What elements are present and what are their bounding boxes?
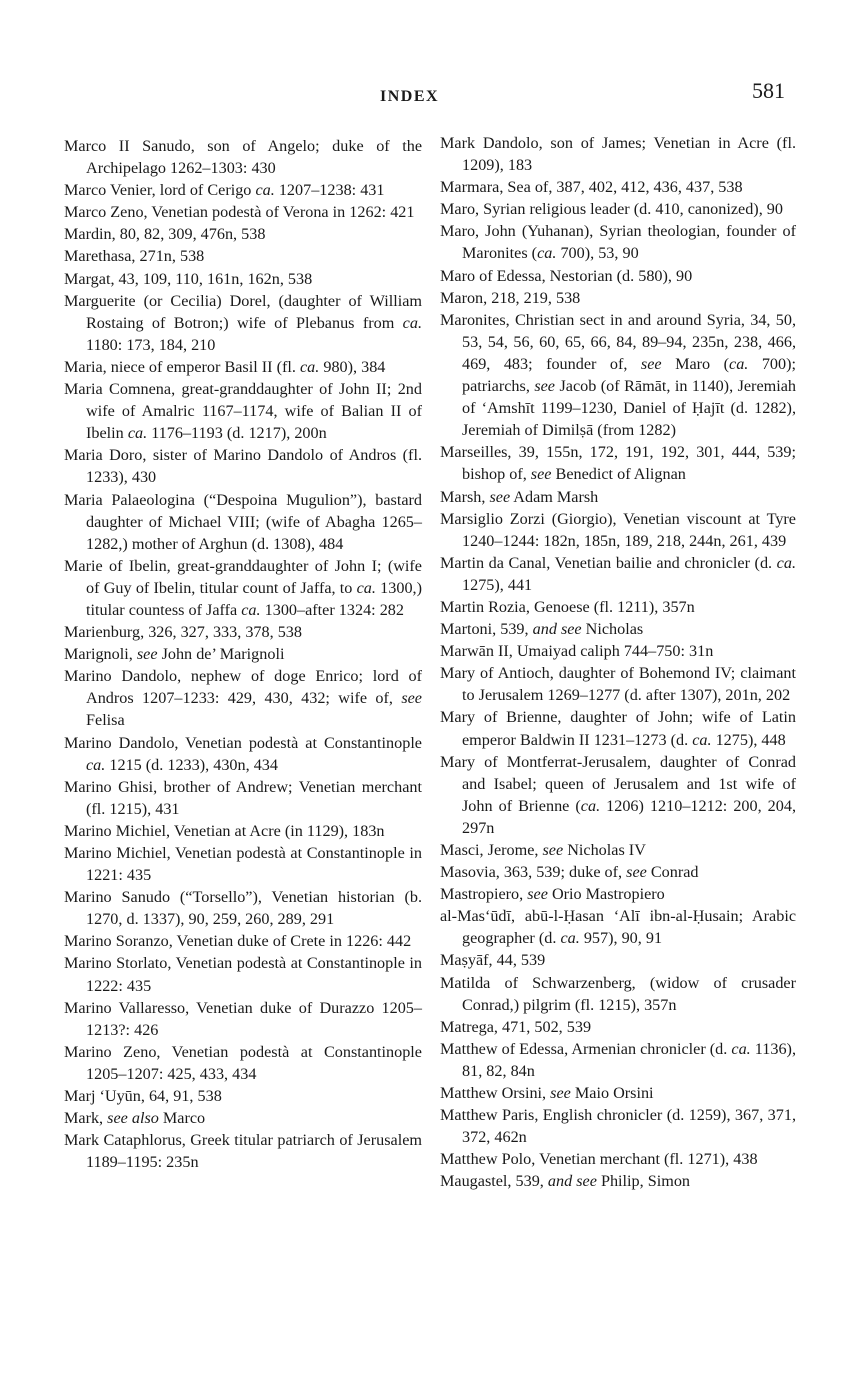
- index-entry: Masovia, 363, 539; duke of, see Conrad: [440, 863, 699, 882]
- index-entry: Marino Sanudo (“Torsello”), Venetian historian (b. 1270, d. 1337), 90, 259, 260, 289, 291: [64, 888, 422, 929]
- index-entry: Marmara, Sea of, 387, 402, 412, 436, 437, 538: [440, 178, 743, 197]
- index-entry: Maro, Syrian religious leader (d. 410, canonized), 90: [440, 200, 783, 219]
- index-entry: Marino Storlato, Venetian podestà at Constantinople in 1222: 435: [64, 954, 422, 995]
- index-entry: Marienburg, 326, 327, 333, 378, 538: [64, 623, 302, 642]
- index-entry: Martin Rozia, Genoese (fl. 1211), 357n: [440, 597, 695, 616]
- index-entry: Marino Michiel, Venetian podestà at Constantinople in 1221: 435: [64, 844, 422, 885]
- index-entry: Matthew Paris, English chronicler (d. 1259), 367, 371, 372, 462n: [440, 1106, 796, 1147]
- index-entry: al-Mas‘ūdī, abū-l-Ḥasan ‘Alī ibn-al-Ḥusain; Arabic geographer (d. ca. 957), 90, 91: [440, 907, 796, 948]
- index-entry: Maria, niece of emperor Basil II (fl. ca. 980), 384: [64, 357, 386, 376]
- index-entry: Mary of Brienne, daughter of John; wife of Latin emperor Baldwin II 1231–1273 (d. ca. 1275), 448: [440, 708, 796, 749]
- index-entry: Marsiglio Zorzi (Giorgio), Venetian viscount at Tyre 1240–1244: 182n, 185n, 189, 218, 244n, 261, 439: [440, 509, 796, 550]
- index-entry: Marino Soranzo, Venetian duke of Crete in 1226: 442: [64, 932, 412, 951]
- index-entry: Matilda of Schwarzenberg, (widow of crusader Conrad,) pilgrim (fl. 1215), 357n: [440, 973, 796, 1014]
- index-entry: Mark Cataphlorus, Greek titular patriarch of Jerusalem 1189–1195: 235n: [64, 1131, 422, 1172]
- index-entry: Matrega, 471, 502, 539: [440, 1017, 592, 1036]
- index-entry: Masci, Jerome, see Nicholas IV: [440, 841, 646, 859]
- index-entry: Maria Comnena, great-granddaughter of John II; 2nd wife of Amalric 1167–1174, wife of Balian II of Ibelin ca. 1176–1193 (d. 1217), 200n: [64, 380, 422, 443]
- index-entry: Marco II Sanudo, son of Angelo; duke of the Archipelago 1262–1303: 430: [64, 137, 422, 178]
- index-entry: Marwān II, Umaiyad caliph 744–750: 31n: [440, 642, 714, 661]
- index-entry: Mark, see also Marco: [64, 1109, 206, 1128]
- index-entry: Mardin, 80, 82, 309, 476n, 538: [64, 225, 266, 244]
- index-entry: Marsh, see Adam Marsh: [440, 487, 599, 506]
- page-title: INDEX: [380, 88, 440, 105]
- index-entry: Marseilles, 39, 155n, 172, 191, 192, 301, 444, 539; bishop of, see Benedict of Alignan: [440, 443, 796, 484]
- index-entry: Maronites, Christian sect in and around Syria, 34, 50, 53, 54, 56, 60, 65, 66, 84, 89–94, 235n, 238, 466, 469, 483; founder of, see Maro (ca. 700); patriarchs, see Jacob (of Rāmāt, in 1140), Jeremiah of ‘Amshīt 1199–1230, Daniel of Ḥajīt (d. 1282), Jeremiah of Dimilṣā (from 1282): [440, 310, 796, 440]
- running-head: [0, 78, 863, 108]
- index-entry: Matthew Polo, Venetian merchant (fl. 1271), 438: [440, 1150, 758, 1169]
- index-entry: Mark Dandolo, son of James; Venetian in Acre (fl. 1209), 183: [440, 134, 796, 175]
- index-entry: Mastropiero, see Orio Mastropiero: [440, 885, 665, 904]
- index-entry: Mary of Montferrat-Jerusalem, daughter of Conrad and Isabel; queen of Jerusalem and 1st wife of John of Brienne (ca. 1206) 1210–1212: 200, 204, 297n: [440, 752, 797, 837]
- index-entry: Matthew of Edessa, Armenian chronicler (d. ca. 1136), 81, 82, 84n: [440, 1039, 796, 1080]
- index-entry: Maro, John (Yuhanan), Syrian theologian, founder of Maronites (ca. 700), 53, 90: [440, 222, 796, 263]
- index-entry: Marj ‘Uyūn, 64, 91, 538: [64, 1087, 222, 1106]
- left-column: [64, 135, 422, 1173]
- index-entry: Maugastel, 539, and see Philip, Simon: [440, 1172, 691, 1191]
- index-entry: Marino Ghisi, brother of Andrew; Venetian merchant (fl. 1215), 431: [64, 777, 422, 818]
- index-entry: Maria Doro, sister of Marino Dandolo of Andros (fl. 1233), 430: [64, 446, 422, 487]
- index-entry: Matthew Orsini, see Maio Orsini: [440, 1084, 654, 1103]
- index-entry: Marignoli, see John de’ Marignoli: [64, 645, 285, 664]
- index-entry: Maria Palaeologina (“Despoina Mugulion”), bastard daughter of Michael VIII; (wife of Abagha 1265–1282,) mother of Arghun (d. 1308), 484: [64, 490, 422, 553]
- index-entry: Maro of Edessa, Nestorian (d. 580), 90: [440, 266, 693, 285]
- index-entry: Marco Zeno, Venetian podestà of Verona in 1262: 421: [64, 203, 415, 222]
- index-entry: Marino Dandolo, nephew of doge Enrico; lord of Andros 1207–1233: 429, 430, 432; wife of, see Felisa: [64, 667, 422, 730]
- index-entry: Marino Zeno, Venetian podestà at Constantinople 1205–1207: 425, 433, 434: [64, 1042, 422, 1083]
- index-entry: Maron, 218, 219, 538: [440, 288, 581, 307]
- index-entry: Marie of Ibelin, great-granddaughter of John I; (wife of Guy of Ibelin, titular count of Jaffa, to ca. 1300,) titular countess of Jaffa ca. 1300–after 1324: 282: [64, 556, 422, 619]
- index-entry: Margat, 43, 109, 110, 161n, 162n, 538: [64, 269, 313, 288]
- index-entry: Maṣyāf, 44, 539: [440, 951, 546, 970]
- index-entry: Marco Venier, lord of Cerigo ca. 1207–1238: 431: [64, 181, 385, 200]
- index-entry: Marguerite (or Cecilia) Dorel, (daughter of William Rostaing of Botron;) wife of Plebanus from ca. 1180: 173, 184, 210: [64, 291, 422, 354]
- index-entry: Marino Vallaresso, Venetian duke of Durazzo 1205–1213?: 426: [64, 998, 422, 1039]
- index-entry: Martin da Canal, Venetian bailie and chronicler (d. ca. 1275), 441: [440, 553, 796, 594]
- index-entry: Marino Dandolo, Venetian podestà at Constantinople ca. 1215 (d. 1233), 430n, 434: [64, 733, 422, 774]
- page-number: 581: [752, 78, 785, 103]
- index-entry: Marino Michiel, Venetian at Acre (in 1129), 183n: [64, 821, 385, 840]
- right-column: [440, 132, 796, 1193]
- index-entry: Marethasa, 271n, 538: [64, 247, 205, 266]
- index-entry: Martoni, 539, and see Nicholas: [440, 620, 644, 639]
- index-entry: Mary of Antioch, daughter of Bohemond IV; claimant to Jerusalem 1269–1277 (d. after 1307), 201n, 202: [440, 664, 796, 705]
